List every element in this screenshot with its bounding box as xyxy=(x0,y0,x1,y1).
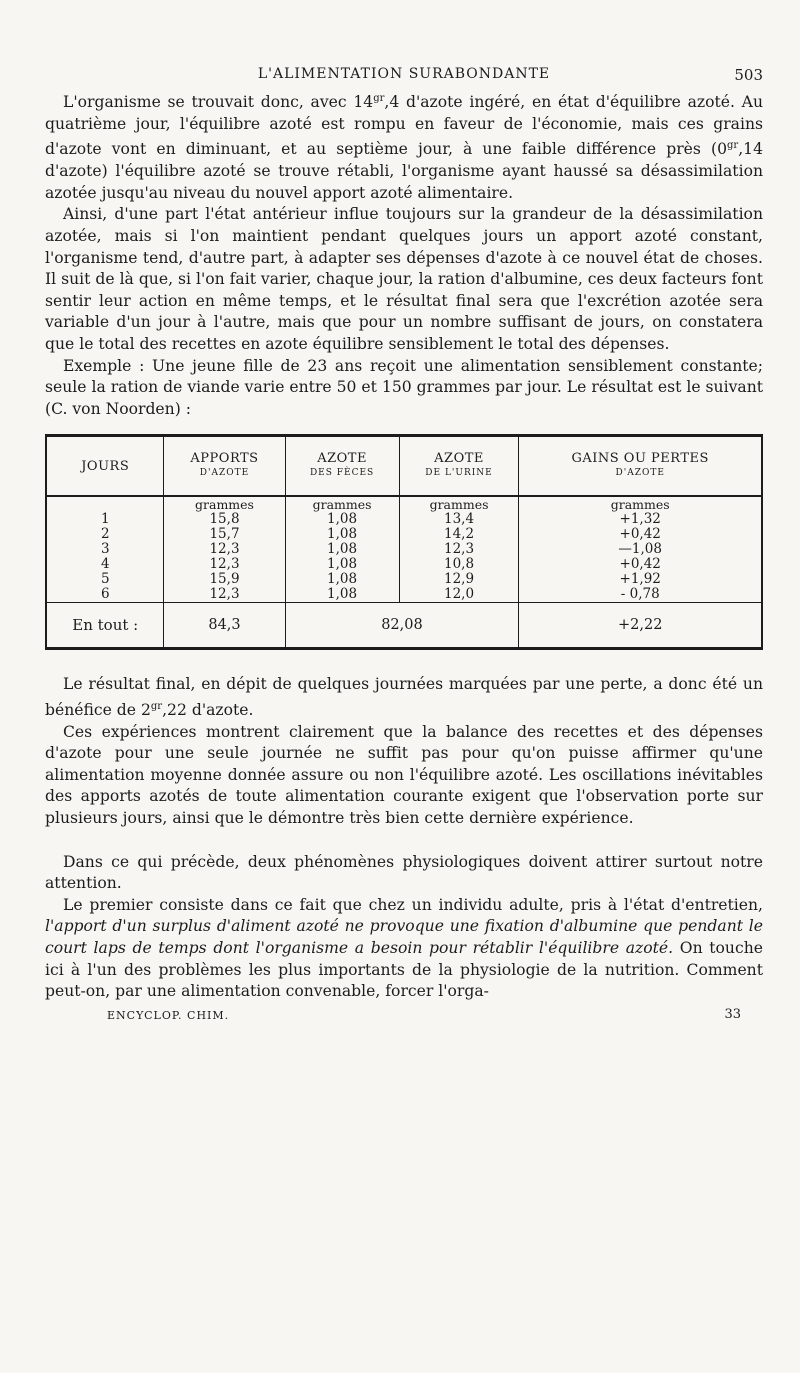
table-cell: 5 xyxy=(100,571,110,588)
table-cell: +1,92 xyxy=(619,571,661,588)
unit-cell-jours xyxy=(46,496,164,512)
table-cell: 10,8 xyxy=(444,556,475,573)
table-cell: 12,3 xyxy=(209,541,240,558)
text-run: L'organisme se trouvait donc, avec 14 xyxy=(63,93,374,112)
page-number: 503 xyxy=(734,66,763,84)
total-apports: 84,3 xyxy=(164,603,285,649)
text-run: On touche ici à l'un des problèmes les plus importants de la physiologie de la nutrition. Comment peut-on, par une alimentation convenable, forcer l'orga- xyxy=(45,939,763,1001)
table-cell: 15,7 xyxy=(209,526,240,543)
column-header xyxy=(164,436,285,497)
table-cell: 15,9 xyxy=(209,571,240,588)
values-row xyxy=(46,512,762,603)
total-label: En tout : xyxy=(46,603,164,649)
total-gains: +2,22 xyxy=(519,603,762,649)
text-run: Ainsi, d'une part l'état antérieur influe toujours sur la grandeur de la désassimilation azotée, mais si l'on maintient pendant quelques jours un apport azoté constant, l'organisme tend, d'autre part, à adapter ses dépenses d'azote à ce nouvel état de choses. Il suit de là que, si l'on fait varier, chaque jour, la ration d'albumine, ces deux facteurs font sentir leur action en même temps, et le résultat final sera que l'excrétion azotée sera variable d'un jour à l'autre, mais que pour un nombre suffisant de jours, on constatera que le total des recettes en azote équilibre sensiblement le total des dépenses. xyxy=(45,205,763,353)
table-cell: 14,2 xyxy=(444,526,475,543)
urine-column xyxy=(399,512,519,603)
column-header-title: AZOTE xyxy=(434,451,484,467)
table-cell: 12,0 xyxy=(444,586,475,603)
table-header-row xyxy=(46,436,762,497)
apports-column xyxy=(164,512,285,603)
table-cell: +0,42 xyxy=(619,526,661,543)
table-cell: 2 xyxy=(100,526,110,543)
table-cell: 12,3 xyxy=(209,556,240,573)
sheet-number: 33 xyxy=(724,1006,741,1022)
book-page xyxy=(45,58,763,1029)
running-title: L'ALIMENTATION SURABONDANTE xyxy=(257,66,551,82)
body-text-bottom xyxy=(45,674,763,1003)
text-run: ,4 d'azote ingéré, en état d'équilibre azoté. Au quatrième jour, l'équilibre azoté est rompu en faveur de l'économie, mais ces grains d'azote vont en diminuant, et au septième jour, à une faible différence près (0 xyxy=(45,93,763,159)
column-header xyxy=(399,436,519,497)
table-cell: 6 xyxy=(100,586,110,603)
paragraph xyxy=(45,674,763,721)
column-header xyxy=(46,436,164,497)
text-run: ,22 d'azote. xyxy=(162,701,254,720)
text-run: ,14 d'azote) l'équilibre azoté se trouve rétabli, l'organisme ayant haussé sa désassimilation azotée jusqu'au niveau du nouvel apport azoté alimentaire. xyxy=(45,140,763,202)
table-cell: 1,08 xyxy=(327,556,358,573)
table-cell: 12,3 xyxy=(444,541,475,558)
table-cell: +1,32 xyxy=(619,511,661,528)
table-cell: 13,4 xyxy=(444,511,475,528)
table-cell: 1,08 xyxy=(327,586,358,603)
table-cell: 12,3 xyxy=(209,586,240,603)
column-header-title: JOURS xyxy=(81,458,130,474)
text-run: Dans ce qui précède, deux phénomènes physiologiques doivent attirer surtout notre attention. xyxy=(45,852,763,893)
column-header xyxy=(285,436,399,497)
column-header-subtitle: D'AZOTE xyxy=(199,468,250,479)
table-cell: 3 xyxy=(100,541,110,558)
column-header xyxy=(519,436,762,497)
table-cell: 1,08 xyxy=(327,526,358,543)
table-cell: 15,8 xyxy=(209,511,240,528)
unit-abbrev: gr xyxy=(727,140,739,152)
unit-cell: grammes xyxy=(285,496,399,512)
page-footer xyxy=(45,1005,763,1029)
footer-signature: ENCYCLOP. CHIM. xyxy=(107,1008,230,1022)
paragraph xyxy=(45,88,763,204)
table-cell: 4 xyxy=(100,556,110,573)
paragraph xyxy=(45,852,763,895)
unit-abbrev: gr xyxy=(150,700,163,712)
table-cell: —1,08 xyxy=(618,541,662,558)
body-text-top xyxy=(45,88,763,420)
paragraph xyxy=(45,895,763,1003)
table-cell: 1,08 xyxy=(327,541,358,558)
table-cell: 12,9 xyxy=(444,571,475,588)
unit-cell: grammes xyxy=(519,496,762,512)
paragraph xyxy=(45,204,763,355)
text-run: Ces expériences montrent clairement que la balance des recettes et des dépenses d'azote pour une seule journée ne suffit pas pour qu'on puisse affirmer qu'une alimentation moyenne donnée assure ou non l'équilibre azoté. Les oscillations inévitables des apports azotés de toute alimentation courante exigent que l'observation porte sur plusieurs jours, ainsi que le démontre très bien cette dernière expérience. xyxy=(45,722,763,828)
column-header-subtitle: DE L'URINE xyxy=(425,468,493,479)
column-header-subtitle: DES FÈCES xyxy=(309,468,375,479)
table-cell: 1,08 xyxy=(327,511,358,528)
column-header-subtitle: D'AZOTE xyxy=(615,468,665,479)
table-cell: 1 xyxy=(100,511,110,528)
text-run: Le premier consiste dans ce fait que chez un individu adulte, pris à l'état d'entretien, xyxy=(63,895,763,914)
table-cell: - 0,78 xyxy=(620,586,660,603)
unit-cell: grammes xyxy=(164,496,285,512)
paragraph xyxy=(45,722,763,830)
column-header-title: APPORTS xyxy=(190,451,259,467)
gains-column xyxy=(519,512,762,603)
column-header-title: AZOTE xyxy=(317,451,367,467)
table-cell: 1,08 xyxy=(327,571,358,588)
feces-column xyxy=(285,512,399,603)
paragraph xyxy=(45,356,763,421)
column-header-title: GAINS OU PERTES xyxy=(571,451,709,467)
page-header xyxy=(45,58,763,88)
unit-abbrev: gr xyxy=(373,93,385,104)
total-azote: 82,08 xyxy=(285,603,519,649)
text-run: Exemple : Une jeune fille de 23 ans reçoit une alimentation sensiblement constante; seule la ration de viande varie entre 50 et 150 grammes par jour. Le résultat est le suivant (C. von Noorden) : xyxy=(45,356,763,418)
units-row xyxy=(46,496,762,512)
days-column xyxy=(46,512,164,603)
unit-cell: grammes xyxy=(399,496,519,512)
table-cell: +0,42 xyxy=(619,556,661,573)
text-run: Le résultat final, en dépit de quelques journées marquées par une perte, a donc été un bénéfice de 2 xyxy=(45,675,763,720)
nitrogen-balance-table xyxy=(45,434,763,650)
emphasis-text: l'apport d'un surplus d'aliment azoté ne provoque une fixation d'albumine que pendant le court laps de temps dont l'organisme a besoin pour rétablir l'équilibre azoté. xyxy=(45,917,763,957)
total-row xyxy=(46,603,762,649)
